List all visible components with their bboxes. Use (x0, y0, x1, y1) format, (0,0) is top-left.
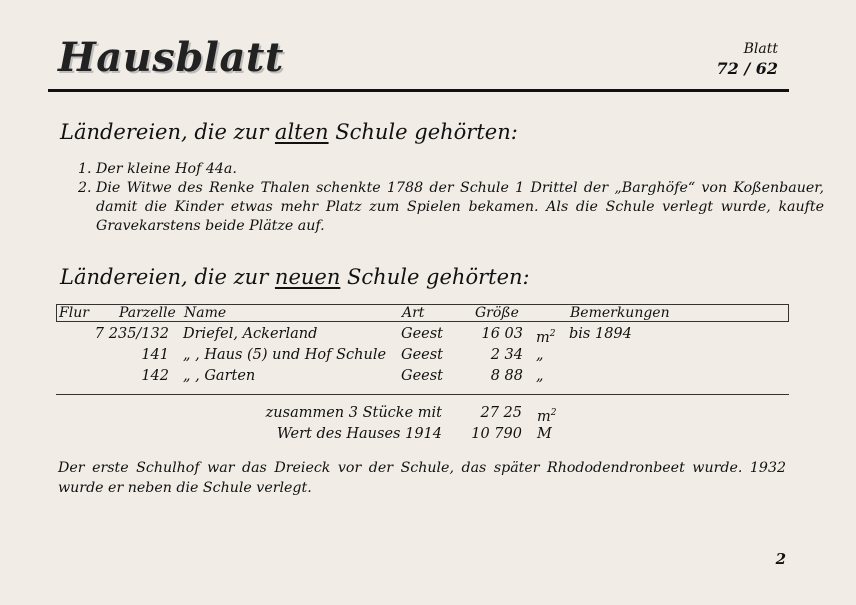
heading-new-school (60, 264, 530, 290)
cell-name: „ , Garten (183, 368, 256, 384)
title-divider (48, 89, 789, 92)
value-label: Wert des Hauses 1914 (276, 426, 442, 442)
page-number: 2 (775, 550, 786, 568)
sheet-label: Blatt (743, 41, 778, 57)
cell-unit: „ (536, 368, 544, 384)
cell-flur: 7 (94, 326, 104, 342)
cell-name: Driefel, Ackerland (183, 326, 318, 342)
unit-exponent: 2 (549, 329, 556, 339)
total-label: zusammen 3 Stücke mit (265, 405, 442, 421)
col-header-name: Name (184, 305, 227, 321)
cell-name: „ , Haus (5) und Hof Schule (183, 347, 387, 363)
list-item: 1. Der kleine Hof 44a. (96, 160, 824, 179)
unit-text: m (536, 329, 550, 346)
col-header-parzelle: Parzelle (119, 305, 176, 321)
cell-groesse: 8 88 (490, 368, 523, 384)
sheet-reference (716, 40, 778, 78)
cell-art: Geest (401, 347, 444, 363)
cell-unit: „ (536, 347, 544, 363)
table-row (56, 366, 789, 387)
page-title: Hausblatt (58, 34, 284, 81)
heading-new-part2: Schule gehörten: (340, 265, 530, 289)
value-amount: 10 790 (471, 426, 522, 442)
cell-parzelle: 142 (141, 368, 169, 384)
sheet-number: 72 / 62 (716, 59, 778, 78)
heading-new-part1: Ländereien, die zur (60, 265, 275, 289)
summary-divider (56, 394, 789, 395)
total-value: 27 25 (480, 405, 522, 421)
value-currency: M (537, 426, 552, 442)
old-school-list (58, 160, 824, 236)
list-item: 2. Die Witwe des Renke Thalen schenkte 1788 der Schule 1 Drittel der „Barghöfe“ von Koßenbauer, damit die Kinder etwas mehr Platz zum Spielen bekamen. Als die Schule verlegt wurde, kaufte Gravekarstens beide Plätze auf. (96, 179, 824, 236)
cell-parzelle: 235/132 (108, 326, 169, 342)
footer-paragraph: Der erste Schulhof war das Dreieck vor der Schule, das später Rhododendronbeet wurde. 1932 wurde er neben die Schule verlegt. (58, 460, 786, 496)
cell-parzelle: 141 (141, 347, 169, 363)
col-header-groesse: Größe (475, 305, 519, 321)
heading-old-part1: Ländereien, die zur (60, 120, 275, 144)
cell-groesse: 16 03 (481, 326, 523, 342)
total-unit-text: m (537, 408, 551, 425)
col-header-flur: Flur (59, 305, 89, 321)
heading-old-underlined: alten (274, 120, 329, 144)
heading-new-underlined: neuen (274, 265, 341, 289)
col-header-art: Art (402, 305, 425, 321)
table-row (56, 324, 789, 345)
cell-art: Geest (401, 326, 444, 342)
col-header-bemerkungen: Bemerkungen (570, 305, 670, 321)
cell-art: Geest (401, 368, 444, 384)
cell-bemerkung: bis 1894 (569, 326, 632, 342)
total-unit-exponent: 2 (550, 408, 557, 418)
cell-groesse: 2 34 (490, 347, 523, 363)
land-table (56, 304, 789, 387)
table-row (56, 345, 789, 366)
heading-old-part2: Schule gehörten: (328, 120, 518, 144)
heading-old-school (60, 119, 518, 145)
table-header (56, 304, 789, 322)
